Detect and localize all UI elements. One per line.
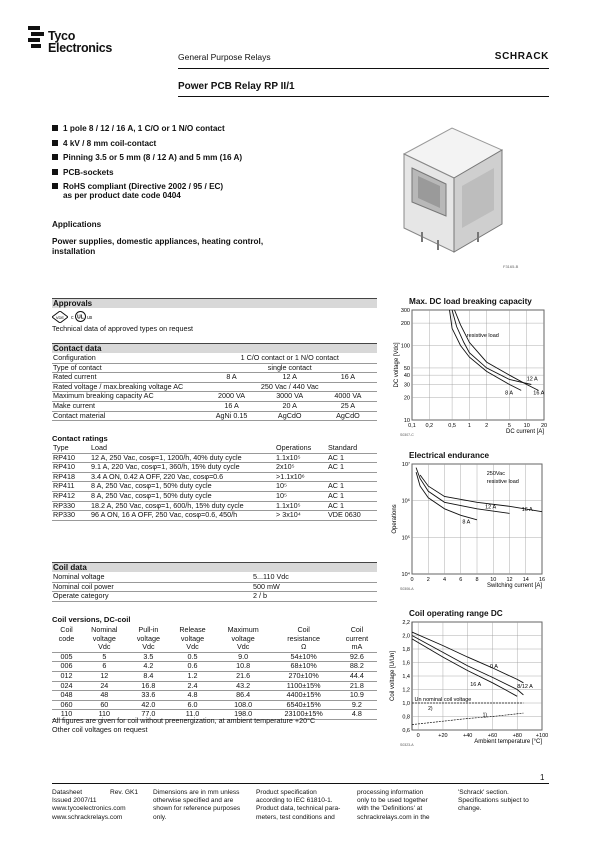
x-tick-label: 0 (416, 733, 420, 739)
feature-list (52, 124, 352, 206)
contact-ratings-row: RP410 12 A, 250 Vac, cosφ=1, 1200/h, 40% duty cycle 1.1x10⁵ AC 1 (52, 453, 377, 463)
x-tick-label: +60 (487, 733, 498, 739)
y-tick-label: 1,6 (402, 660, 410, 667)
footer-revision: Rev. GK1 (110, 789, 139, 796)
y-tick-label: 30 (403, 382, 410, 389)
contact-data-row: Rated current 8 A 12 A 16 A (52, 373, 377, 383)
series-label-12a: 12 A (526, 376, 538, 383)
y-axis-label: Operations (392, 504, 398, 534)
x-tick-label: 20 (540, 423, 548, 429)
coil-data-row: Nominal coil power 500 mW (52, 582, 377, 592)
coil-versions-row: 110 110 77.0 11.0 198.0 23100±15% 4.8 (52, 710, 377, 720)
contact-data-row: Type of contact single contact (52, 363, 377, 373)
chart-code: S0323-A (400, 743, 414, 747)
contact-ratings-row: RP330 96 A ON, 16 A OFF, 250 Vac, cosφ=0.6, 450/h > 3x10⁴ VDE 0630 (52, 511, 377, 521)
y-tick-label: 0,6 (402, 728, 410, 734)
chart2-title: Electrical endurance (409, 451, 490, 460)
series-line-8-a (450, 310, 522, 390)
x-tick-label: +20 (438, 733, 448, 739)
logo-line2: Electronics (48, 41, 113, 55)
x-axis-label: Switching current [A] (486, 583, 542, 589)
applications-text: Power supplies, domestic appliances, heating control, installation (52, 237, 264, 256)
y-tick-label: 10 (403, 418, 410, 424)
x-tick-label: 1 (467, 423, 471, 429)
x-tick-label: 10 (490, 577, 497, 583)
y-axis-label: DC voltage [Vdc] (394, 342, 400, 388)
chart3-title: Coil operating range DC (409, 609, 503, 618)
y-tick-label: 1,4 (402, 674, 410, 680)
contact-ratings-row: RP330 18.2 A, 250 Vac, cosφ=1, 600/h, 15% duty cycle 1.1x10⁵ AC 1 (52, 501, 377, 511)
x-tick-label: 10 (523, 423, 530, 429)
approvals-heading: Approvals (53, 299, 93, 308)
contact-data-row: Maximum breaking capacity AC 2000 VA 3000 VA 4000 VA (52, 392, 377, 402)
title-rule (178, 96, 549, 97)
x-tick-label: 8 (475, 577, 479, 583)
coil-versions-row: 024 24 16.8 2.4 43.2 1100±15% 21.8 (52, 681, 377, 691)
vde-mark-icon (52, 311, 68, 323)
y-tick-label: 10⁴ (401, 572, 410, 578)
x-tick-label: +40 (463, 733, 473, 739)
svg-text:UL: UL (77, 314, 84, 321)
label-note1: 1) (482, 712, 488, 719)
label-note2: 2) (428, 705, 433, 712)
footer-col1: Datasheet Issued 2007/11 www.tycoelectronics.com www.schrackrelays.com (52, 789, 126, 821)
tyco-logo (28, 20, 158, 60)
footer-col5: 'Schrack' section. Specifications subject to change. (458, 789, 529, 813)
x-tick-label: 0,5 (448, 423, 456, 429)
y-tick-label: 200 (400, 321, 410, 328)
feature-item: PCB-sockets (52, 168, 352, 177)
label-0a: 0 A (490, 663, 498, 670)
dc-load-breaking-chart (382, 306, 552, 446)
coil-note-2: Other coil voltages on request (52, 725, 148, 734)
y-tick-label: 40 (403, 373, 410, 380)
x-tick-label: 0,1 (408, 423, 416, 429)
label-16a: 16 A (470, 682, 482, 689)
contact-ratings-row: RP411 8 A, 250 Vac, cosφ=1, 50% duty cycle 10⁵ AC 1 (52, 482, 377, 492)
coil-versions-row: 012 12 8.4 1.2 21.6 270±10% 44.4 (52, 671, 377, 681)
svg-text:VDE: VDE (55, 315, 65, 320)
contact-ratings-header: Type Load Operations Standard (52, 444, 377, 453)
x-tick-label: +80 (512, 733, 522, 739)
y-tick-label: 1,0 (402, 701, 410, 707)
feature-item: 4 kV / 8 mm coil-contact (52, 139, 352, 148)
y-tick-label: 1,2 (402, 687, 410, 694)
coil-data-row: Nominal voltage 5...110 Vdc (52, 573, 377, 582)
coil-versions-header: code voltage voltage voltage voltage resistance current (58, 633, 369, 643)
y-tick-label: 10⁶ (401, 498, 410, 505)
contact-data-row: Rated voltage / max.breaking voltage AC 250 Vac / 440 Vac (52, 382, 377, 392)
chart-code: S0307-C (400, 433, 414, 437)
y-tick-label: 100 (400, 343, 410, 350)
series-label-12a: 12 A (485, 504, 497, 511)
coil-data-row: Operate category 2 / b (52, 592, 377, 602)
coil-versions-row: 005 5 3.5 0.5 9.0 54±10% 92.6 (52, 652, 377, 662)
series-label-16a: 16 A (521, 507, 533, 514)
x-tick-label: +100 (535, 733, 549, 739)
x-tick-label: 14 (522, 577, 529, 583)
feature-item: 1 pole 8 / 12 / 16 A, 1 C/O or 1 N/O contact (52, 124, 352, 133)
x-axis-label: DC current [A] (505, 429, 544, 435)
chart1-title: Max. DC load breaking capacity (409, 297, 532, 306)
contact-data-table (52, 354, 377, 421)
coil-data-bar (52, 562, 377, 572)
x-tick-label: 2 (426, 577, 430, 583)
y-tick-label: 10⁷ (401, 462, 410, 468)
coil-versions-table (52, 626, 377, 720)
series-label-8a: 8 A (462, 519, 471, 526)
feature-item: RoHS compliant (Directive 2002 / 95 / EC) as per product date code 0404 (52, 182, 352, 200)
x-tick-label: 16 (538, 577, 546, 583)
tyco-logo-mark (28, 26, 44, 48)
series-line-16-a (412, 639, 517, 696)
contact-data-bar (52, 343, 377, 353)
coil-versions-heading: Coil versions, DC-coil (52, 615, 131, 624)
contact-data-row: Make current 16 A 20 A 25 A (52, 401, 377, 411)
annotation: resistive load (466, 333, 499, 340)
annotation-line2: resistive load (486, 479, 519, 486)
relay-photo (382, 124, 522, 262)
x-tick-label: 6 (459, 577, 463, 583)
header-rule (178, 68, 549, 69)
contact-data-row: Contact material AgNi 0.15 AgCdO AgCdO (52, 411, 377, 421)
y-axis-label: Coil voltage [U/Un] (390, 650, 396, 702)
contact-ratings-table (52, 444, 377, 521)
y-tick-label: 50 (403, 365, 410, 372)
page-title: Power PCB Relay RP II/1 (178, 81, 295, 92)
header-subtitle: General Purpose Relays (178, 52, 271, 62)
coil-versions-row: 006 6 4.2 0.6 10.8 68±10% 88.2 (52, 662, 377, 672)
y-tick-label: 20 (403, 395, 410, 402)
y-tick-label: 10⁵ (401, 535, 410, 542)
series-label-16a: 16 A (533, 390, 545, 397)
footer-rule (52, 783, 549, 784)
annotation-line1: 250Vac (486, 471, 505, 478)
ul-c-mark: c (71, 315, 74, 321)
contact-data-heading: Contact data (53, 344, 102, 353)
ul-mark-icon (75, 311, 86, 322)
approval-marks (52, 310, 102, 324)
y-tick-label: 2,0 (402, 633, 410, 640)
page-number: 1 (540, 773, 545, 782)
coil-operating-range-chart (382, 618, 552, 753)
feature-item: Pinning 3.5 or 5 mm (8 / 12 A) and 5 mm (16 A) (52, 153, 352, 162)
schrack-brand: SCHRACK (494, 51, 549, 62)
contact-ratings-row: RP410 9.1 A, 220 Vac, cosφ=1, 360/h, 15% duty cycle 2x10⁵ AC 1 (52, 463, 377, 473)
x-tick-label: 0,2 (425, 423, 434, 429)
label-8-12a: 8/12 A (517, 684, 533, 691)
ul-us-mark: us (87, 315, 93, 321)
contact-ratings-row: RP418 3.4 A ON, 0.42 A OFF, 220 Vac, cosφ=0.6 >1.1x10⁶ (52, 472, 377, 482)
coil-versions-header: Vdc Vdc Vdc Vdc Ω mA (52, 643, 377, 652)
coil-versions-header: Coil Nominal Pull-in Release Maximum Coil Coil (60, 625, 364, 634)
series-line-8-a (416, 472, 477, 520)
label-un: Un nominal coil voltage (414, 696, 472, 703)
chart-code: S0306-A (400, 587, 414, 591)
approvals-bar (52, 298, 377, 308)
photo-caption: F3165-B (503, 264, 519, 269)
contact-ratings-row: RP412 8 A, 250 Vac, cosφ=1, 50% duty cycle 10⁵ AC 1 (52, 491, 377, 501)
approvals-note: Technical data of approved types on request (52, 324, 194, 333)
logo-line1: Tyco (48, 29, 76, 43)
series-label-8a: 8 A (505, 390, 514, 397)
footer-col4: processing information only to be used together with the 'Definitions' at schrackrelays.com in the (357, 789, 430, 821)
x-tick-label: 4 (442, 577, 447, 583)
y-tick-label: 2,2 (402, 620, 410, 626)
coil-versions-row: 060 60 42.0 6.0 108.0 6540±15% 9.2 (52, 700, 377, 710)
coil-note-1: All figures are given for coil without preenergization, at ambient temperature +20°C (52, 716, 316, 725)
x-tick-label: 2 (485, 423, 489, 429)
x-tick-label: 12 (506, 577, 513, 583)
x-axis-label: Ambient temperature [°C] (474, 739, 542, 745)
y-tick-label: 0,8 (402, 714, 410, 721)
y-tick-label: 300 (400, 308, 410, 314)
coil-versions-row: 048 48 33.6 4.8 86.4 4400±15% 10.9 (52, 691, 377, 701)
y-tick-label: 1,8 (402, 647, 410, 653)
series-line-12-a (452, 310, 531, 385)
footer-col2: Dimensions are in mm unless otherwise specified and are shown for reference purposes only. (153, 789, 241, 821)
x-tick-label: 0 (410, 577, 414, 583)
x-tick-label: 5 (507, 423, 511, 429)
footer-col3: Product specification according to IEC 61810-1. Product data, technical para- meters, test conditions and (256, 789, 341, 821)
contact-ratings-heading: Contact ratings (52, 434, 108, 443)
plot-frame (412, 310, 544, 420)
electrical-endurance-chart (382, 460, 552, 600)
coil-data-heading: Coil data (53, 563, 87, 572)
contact-data-row: Configuration 1 C/O contact or 1 N/O contact (52, 354, 377, 363)
coil-data-table (52, 573, 377, 602)
applications-heading: Applications (52, 220, 102, 229)
